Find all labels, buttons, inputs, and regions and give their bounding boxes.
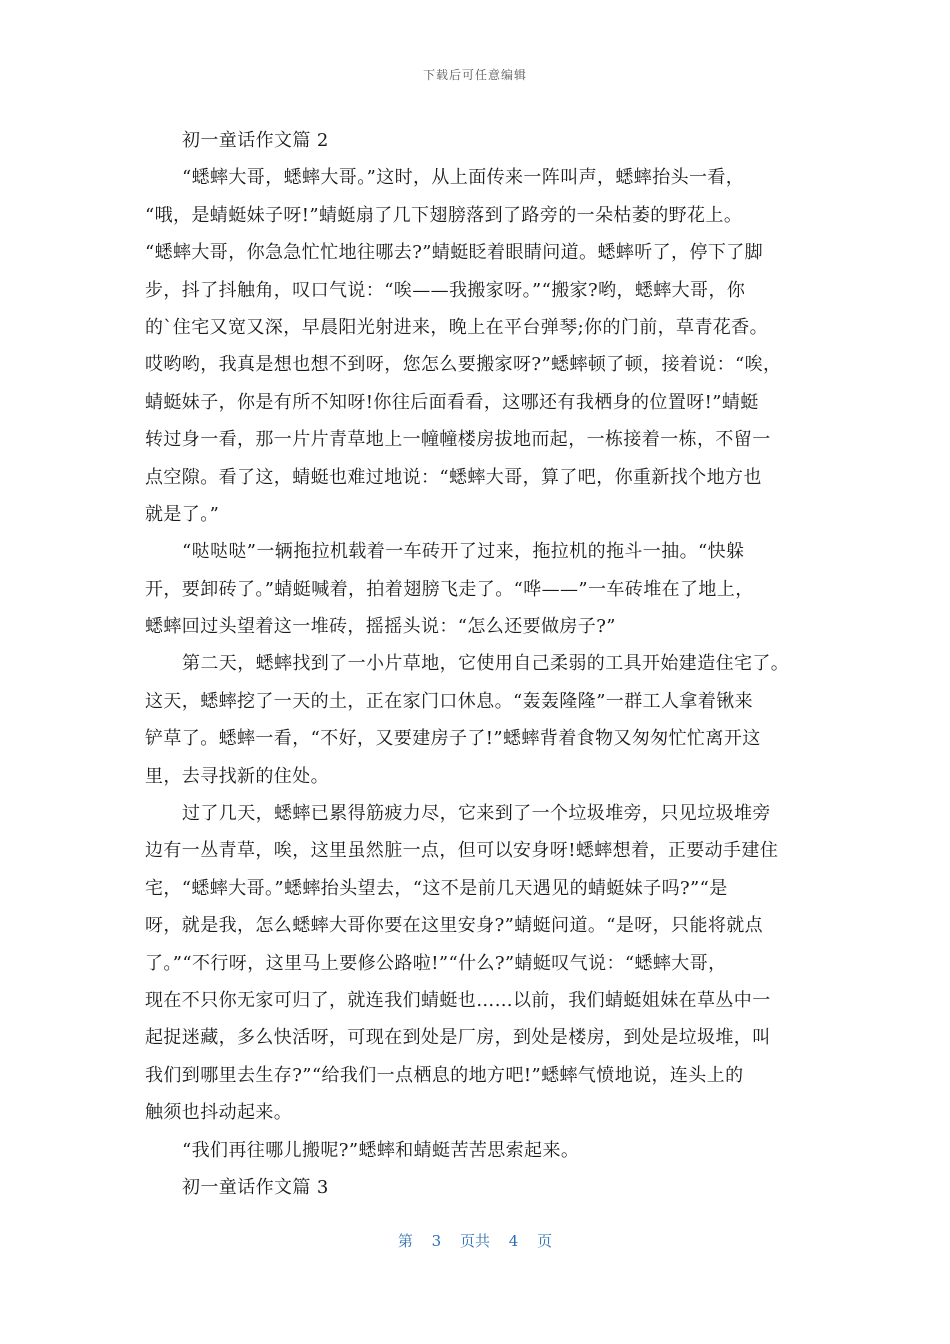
text-line: 开，要卸砖了。”蜻蜓喊着，拍着翅膀飞走了。“哗——”一车砖堆在了地上， (145, 578, 754, 600)
document-body (145, 122, 811, 1206)
text-line: 铲草了。蟋蟀一看，“不好，又要建房子了!”蟋蟀背着食物又匆匆忙忙离开这 (145, 728, 761, 750)
text-line: 就是了。” (145, 503, 220, 525)
page-footer (0, 1230, 950, 1251)
text-line: “蟋蟀大哥，你急急忙忙地往哪去?”蜻蜓眨着眼睛问道。蟋蟀听了，停下了脚 (145, 242, 764, 264)
text-line: 里，去寻找新的住处。 (145, 765, 329, 787)
text-line: 的`住宅又宽又深，早晨阳光射进来，晚上在平台弹琴;你的门前，草青花香。 (145, 316, 769, 338)
text-line: 步，抖了抖触角，叹口气说：“唉——我搬家呀。”“搬家?哟，蟋蟀大哥，你 (145, 279, 746, 301)
text-line: 初一童话作文篇 3 (182, 1176, 329, 1198)
text-line: 现在不只你无家可归了，就连我们蜻蜓也……以前，我们蜻蜓姐妹在草丛中一 (145, 989, 771, 1011)
footer-total-pages: 4 (508, 1232, 519, 1250)
text-line: 初一童话作文篇 2 (182, 130, 329, 151)
text-line: 触须也抖动起来。 (145, 1102, 293, 1124)
text-line: “哒哒哒”一辆拖拉机载着一车砖开了过来，拖拉机的拖斗一抽。“快躲 (182, 541, 745, 563)
footer-end-label: 页 (537, 1232, 553, 1250)
text-line: 哎哟哟，我真是想也想不到呀，您怎么要搬家呀?”蟋蟀顿了顿，接着说：“唉， (145, 354, 782, 376)
text-line: 蜻蜓妹子，你是有所不知呀!你往后面看看，这哪还有我栖身的位置呀!”蜻蜓 (145, 391, 759, 413)
footer-current-page: 3 (431, 1232, 442, 1250)
text-line: 起捉迷藏，多么快活呀，可现在到处是厂房，到处是楼房，到处是垃圾堆，叫 (145, 1027, 771, 1049)
text-line: “我们再往哪儿搬呢?”蟋蟀和蜻蜓苦苦思索起来。 (182, 1139, 580, 1161)
text-line: 这天，蟋蟀挖了一天的土，正在家门口休息。“轰轰隆隆”一群工人拿着锹来 (145, 690, 754, 712)
text-line: 点空隙。看了这，蜻蜓也难过地说：“蟋蟀大哥，算了吧，你重新找个地方也 (145, 466, 762, 488)
text-line: 第二天，蟋蟀找到了一小片草地，它使用自己柔弱的工具开始建造住宅了。 (182, 653, 790, 675)
text-line: 我们到哪里去生存?”“给我们一点栖息的地方吧!”蟋蟀气愤地说，连头上的 (145, 1064, 744, 1086)
text-line: 宅，“蟋蟀大哥。”蟋蟀抬头望去，“这不是前几天遇见的蜻蜓妹子吗?”“是 (145, 877, 728, 899)
text-line: “蟋蟀大哥，蟋蟀大哥。”这时，从上面传来一阵叫声，蟋蟀抬头一看， (182, 167, 745, 189)
text-line: 蟋蟀回过头望着这一堆砖，摇摇头说：“怎么还要做房子?” (145, 616, 616, 638)
text-line: 呀，就是我，怎么蟋蟀大哥你要在这里安身?”蜻蜓问道。“是呀，只能将就点 (145, 915, 764, 937)
page-header: 下载后可任意编辑 (422, 68, 527, 82)
footer-of-label: 页共 (459, 1232, 490, 1250)
footer-page-label: 第 (397, 1232, 413, 1250)
text-line: “哦，是蜻蜓妹子呀!”蜻蜓扇了几下翅膀落到了路旁的一朵枯萎的野花上。 (145, 204, 743, 226)
text-line: 了。”“不行呀，这里马上要修公路啦!”“什么?”蜻蜓叹气说：“蟋蟀大哥， (145, 952, 727, 974)
text-line: 过了几天，蟋蟀已累得筋疲力尽，它来到了一个垃圾堆旁，只见垃圾堆旁 (182, 803, 771, 825)
text-line: 边有一丛青草，唉，这里虽然脏一点，但可以安身呀!蟋蟀想着，正要动手建住 (145, 840, 779, 862)
text-line: 转过身一看，那一片片青草地上一幢幢楼房拔地而起，一栋接着一栋，不留一 (145, 429, 771, 451)
